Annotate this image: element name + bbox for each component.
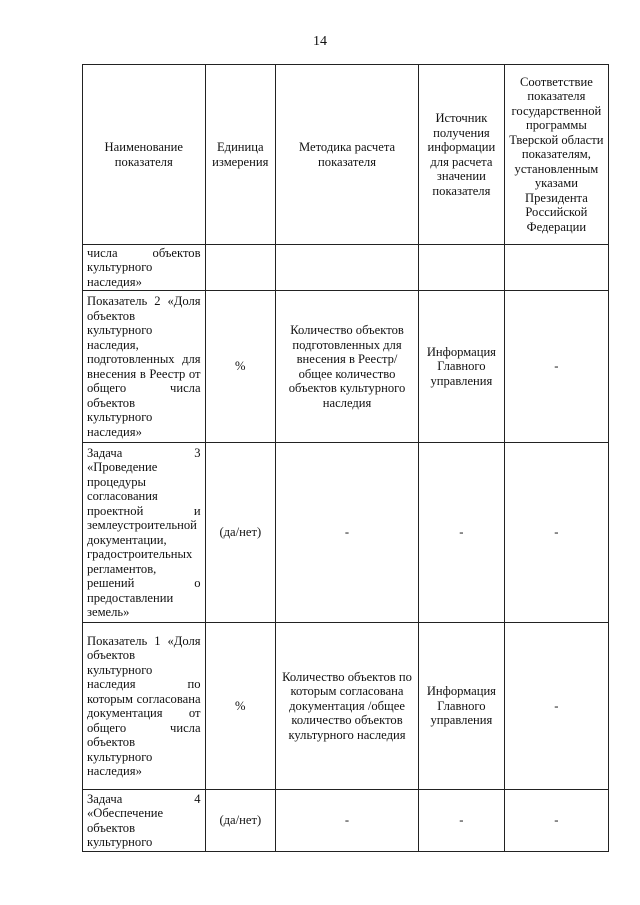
- table-row: [83, 245, 609, 291]
- row-indicator-name: Показатель 2 «Доля объектов культурного наследия, подготовленных для внесения в Реестр от общего числа объектов культурного наследия»: [83, 291, 206, 443]
- row-compliance: -: [504, 623, 608, 790]
- header-indicator-name: Наименование показателя: [83, 65, 206, 245]
- row-unit: (да/нет): [205, 790, 275, 852]
- row-unit: %: [205, 291, 275, 443]
- row-method: Количество объектов подготовленных для внесения в Реестр/общее количество объектов культурного наследия: [276, 291, 419, 443]
- row-compliance: -: [504, 790, 608, 852]
- row-compliance: [504, 245, 608, 291]
- indicators-table: [82, 64, 609, 852]
- row-indicator-name: Показатель 1 «Доля объектов культурного наследия по которым согласована документация от общего числа объектов культурного наследия»: [83, 623, 206, 790]
- table-row: [83, 291, 609, 443]
- table-row: [83, 790, 609, 852]
- header-compliance: Соответствие показателя государственной программы Тверской области показателям, установленным указами Президента Российской Федерации: [504, 65, 608, 245]
- row-compliance: -: [504, 291, 608, 443]
- row-unit: [205, 245, 275, 291]
- row-indicator-name: числа объектов культурного наследия»: [83, 245, 206, 291]
- header-method: Методика расчета показателя: [276, 65, 419, 245]
- row-method: -: [276, 790, 419, 852]
- row-unit: %: [205, 623, 275, 790]
- row-method: Количество объектов по которым согласована документация /общее количество объектов культурного наследия: [276, 623, 419, 790]
- table-row: [83, 623, 609, 790]
- header-unit: Единица измерения: [205, 65, 275, 245]
- row-method: [276, 245, 419, 291]
- row-method: -: [276, 443, 419, 623]
- row-compliance: -: [504, 443, 608, 623]
- row-source: -: [419, 443, 505, 623]
- header-source: Источник получения информации для расчета значении показателя: [419, 65, 505, 245]
- row-source: Информация Главного управления: [419, 623, 505, 790]
- row-unit: (да/нет): [205, 443, 275, 623]
- row-indicator-name: Задача 4 «Обеспечение объектов культурного: [83, 790, 206, 852]
- row-indicator-name: Задача 3 «Проведение процедуры согласования проектной и землеустроительной документации, градостроительных регламентов, решений о предоставлении земель»: [83, 443, 206, 623]
- table-row: [83, 443, 609, 623]
- row-source: Информация Главного управления: [419, 291, 505, 443]
- page-number: 14: [313, 34, 327, 49]
- row-source: -: [419, 790, 505, 852]
- table-header-row: [83, 65, 609, 245]
- row-source: [419, 245, 505, 291]
